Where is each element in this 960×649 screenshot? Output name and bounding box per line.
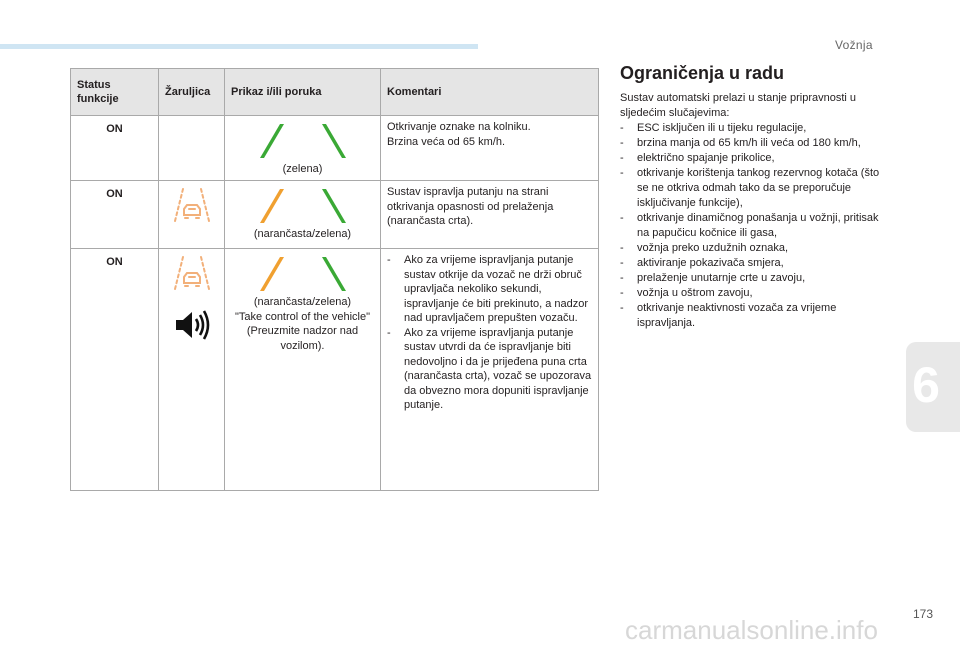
speaker-sound-icon xyxy=(172,307,212,343)
list-item: - brzina manja od 65 km/h ili veća od 180 km/h, xyxy=(620,136,882,151)
list-item: - otkrivanje korištenja tankog rezervnog kotača (što se ne otkriva odmah tako da se preporučuje isključivanje funkcije), xyxy=(620,166,882,211)
header-accent-bar xyxy=(0,44,478,49)
display-cell xyxy=(225,249,381,491)
limitations-list xyxy=(620,121,882,331)
header-display: Prikaz i/ili poruka xyxy=(225,69,381,116)
lamp-cell xyxy=(159,249,225,491)
limitations-intro: Sustav automatski prelazi u stanje pripravnosti u sljedećim slučajevima: xyxy=(620,92,857,119)
watermark: carmanualsonline.info xyxy=(625,615,878,645)
list-item: - električno spajanje prikolice, xyxy=(620,151,882,166)
header-comments: Komentari xyxy=(381,69,599,116)
lane-markings-orange-green-icon xyxy=(258,255,348,291)
list-item: - vožnja preko uzdužnih oznaka, xyxy=(620,241,882,256)
list-item: - otkrivanje dinamičnog ponašanja u vožnji, pritisak na papučicu kočnice ili gasa, xyxy=(620,211,882,241)
status-cell: ON xyxy=(71,116,159,181)
list-item: - otkrivanje neaktivnosti vozača za vrijeme ispravljanja. xyxy=(620,301,882,331)
list-item: - Ako za vrijeme ispravljanja putanje sustav utvrdi da će ispravljanje biti nedovoljno i da je prijeđena puna crta (narančasta crta), vozač se upozorava da obvezno mora dopuniti ispravljanje putanje. xyxy=(387,326,592,413)
list-item: - vožnja u oštrom zavoju, xyxy=(620,286,882,301)
table-header-row xyxy=(71,69,599,116)
lane-markings-green-icon xyxy=(258,122,348,158)
lane-assist-table xyxy=(70,68,599,491)
list-item: - prelaženje unutarnje crte u zavoju, xyxy=(620,271,882,286)
table-row xyxy=(71,181,599,249)
display-label: (narančasta/zelena) "Take control of the vehicle" (Preuzmite nadzor nad vozilom). xyxy=(235,296,370,352)
page-number: 173 xyxy=(913,607,934,621)
lane-departure-warning-icon xyxy=(169,187,215,225)
list-item: - ESC isključen ili u tijeku regulacije, xyxy=(620,121,882,136)
comment-cell: Otkrivanje oznake na kolniku. Brzina veća od 65 km/h. xyxy=(381,116,599,181)
comment-cell xyxy=(381,249,599,491)
lamp-cell-empty xyxy=(159,116,225,181)
header-status: Status funkcije xyxy=(71,69,159,116)
limitations-title: Ograničenja u radu xyxy=(620,63,785,83)
chapter-number: 6 xyxy=(912,357,940,413)
list-item: - aktiviranje pokazivača smjera, xyxy=(620,256,882,271)
lane-markings-orange-green-icon xyxy=(258,187,348,223)
comment-list xyxy=(387,253,592,413)
comment-cell: Sustav ispravlja putanju na strani otkrivanja opasnosti od prelaženja (narančasta crta). xyxy=(381,181,599,249)
table-row xyxy=(71,249,599,491)
section-title: Vožnja xyxy=(835,38,873,52)
status-cell: ON xyxy=(71,181,159,249)
list-item: - Ako za vrijeme ispravljanja putanje sustav otkrije da vozač ne drži obruč upravljača nekoliko sekundi, ispravljanje će biti prekinuto, a nadzor nad upravljačem prepušten vozaču. xyxy=(387,253,592,326)
display-cell xyxy=(225,181,381,249)
lamp-cell xyxy=(159,181,225,249)
display-cell xyxy=(225,116,381,181)
status-cell: ON xyxy=(71,249,159,491)
lane-departure-warning-icon xyxy=(169,255,215,293)
display-label: (zelena) xyxy=(282,163,323,175)
table-row xyxy=(71,116,599,181)
limitations-section xyxy=(620,63,882,331)
display-label: (narančasta/zelena) xyxy=(253,228,352,240)
header-lamp: Žaruljica xyxy=(159,69,225,116)
